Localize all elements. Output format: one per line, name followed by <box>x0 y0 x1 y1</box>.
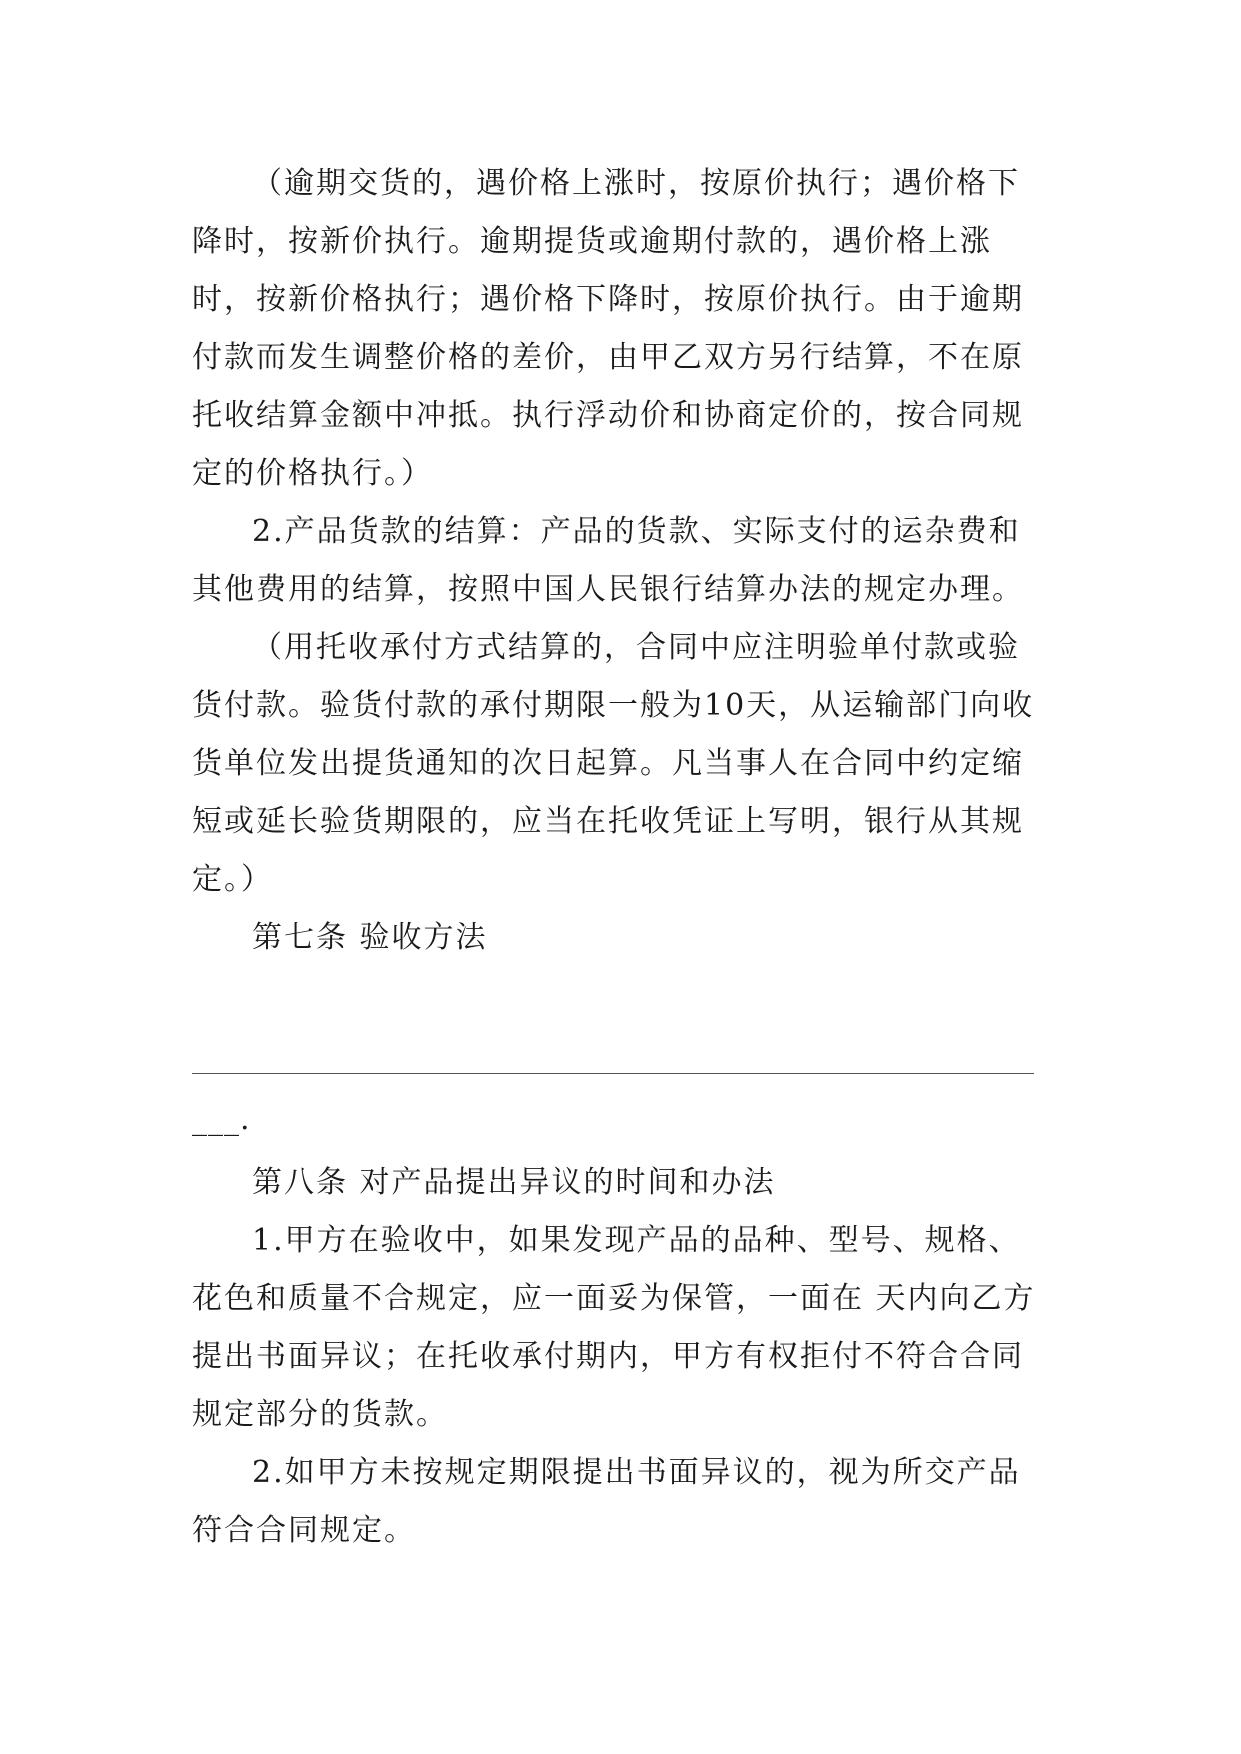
paragraph-price-adjustment-note: （逾期交货的，遇价格上涨时，按原价执行；遇价格下降时，按新价执行。逾期提货或逾期付款的，遇价格上涨时，按新价格执行；遇价格下降时，按原价执行。由于逾期付款而发生调整价格的差价，由甲乙双方另行结算，不在原托收结算金额中冲抵。执行浮动价和协商定价的，按合同规定的价格执行。） <box>192 166 1024 491</box>
paragraph-collection-acceptance-note: （用托收承付方式结算的，合同中应注明验单付款或验货付款。验货付款的承付期限一般为10天，从运输部门向收货单位发出提货通知的次日起算。凡当事人在合同中约定缩短或延长验货期限的，应当在托收凭证上写明，银行从其规定。） <box>192 630 1035 897</box>
paragraph-objection-procedure: 1.甲方在验收中，如果发现产品的品种、型号、规格、花色和质量不合规定，应一面妥为保管，一面在 天内向乙方提出书面异议；在托收承付期内，甲方有权拒付不符合合同规定部分的货款。 <box>192 1223 1036 1432</box>
article-8-heading: 第八条 对产品提出异议的时间和办法 <box>252 1165 776 1200</box>
paragraph-payment-settlement: 2.产品货款的结算：产品的货款、实际支付的运杂费和其他费用的结算，按照中国人民银行结算办法的规定办理。 <box>192 514 1024 607</box>
document-body-top <box>192 155 1050 967</box>
blank-fill-line-tail: ___. <box>192 1102 251 1137</box>
article-7-heading: 第七条 验收方法 <box>252 920 488 955</box>
paragraph-objection-deadline: 2.如甲方未按规定期限提出书面异议的，视为所交产品符合合同规定。 <box>192 1455 1021 1548</box>
document-body-bottom <box>192 1154 1050 1560</box>
blank-fill-line <box>192 1073 1034 1074</box>
